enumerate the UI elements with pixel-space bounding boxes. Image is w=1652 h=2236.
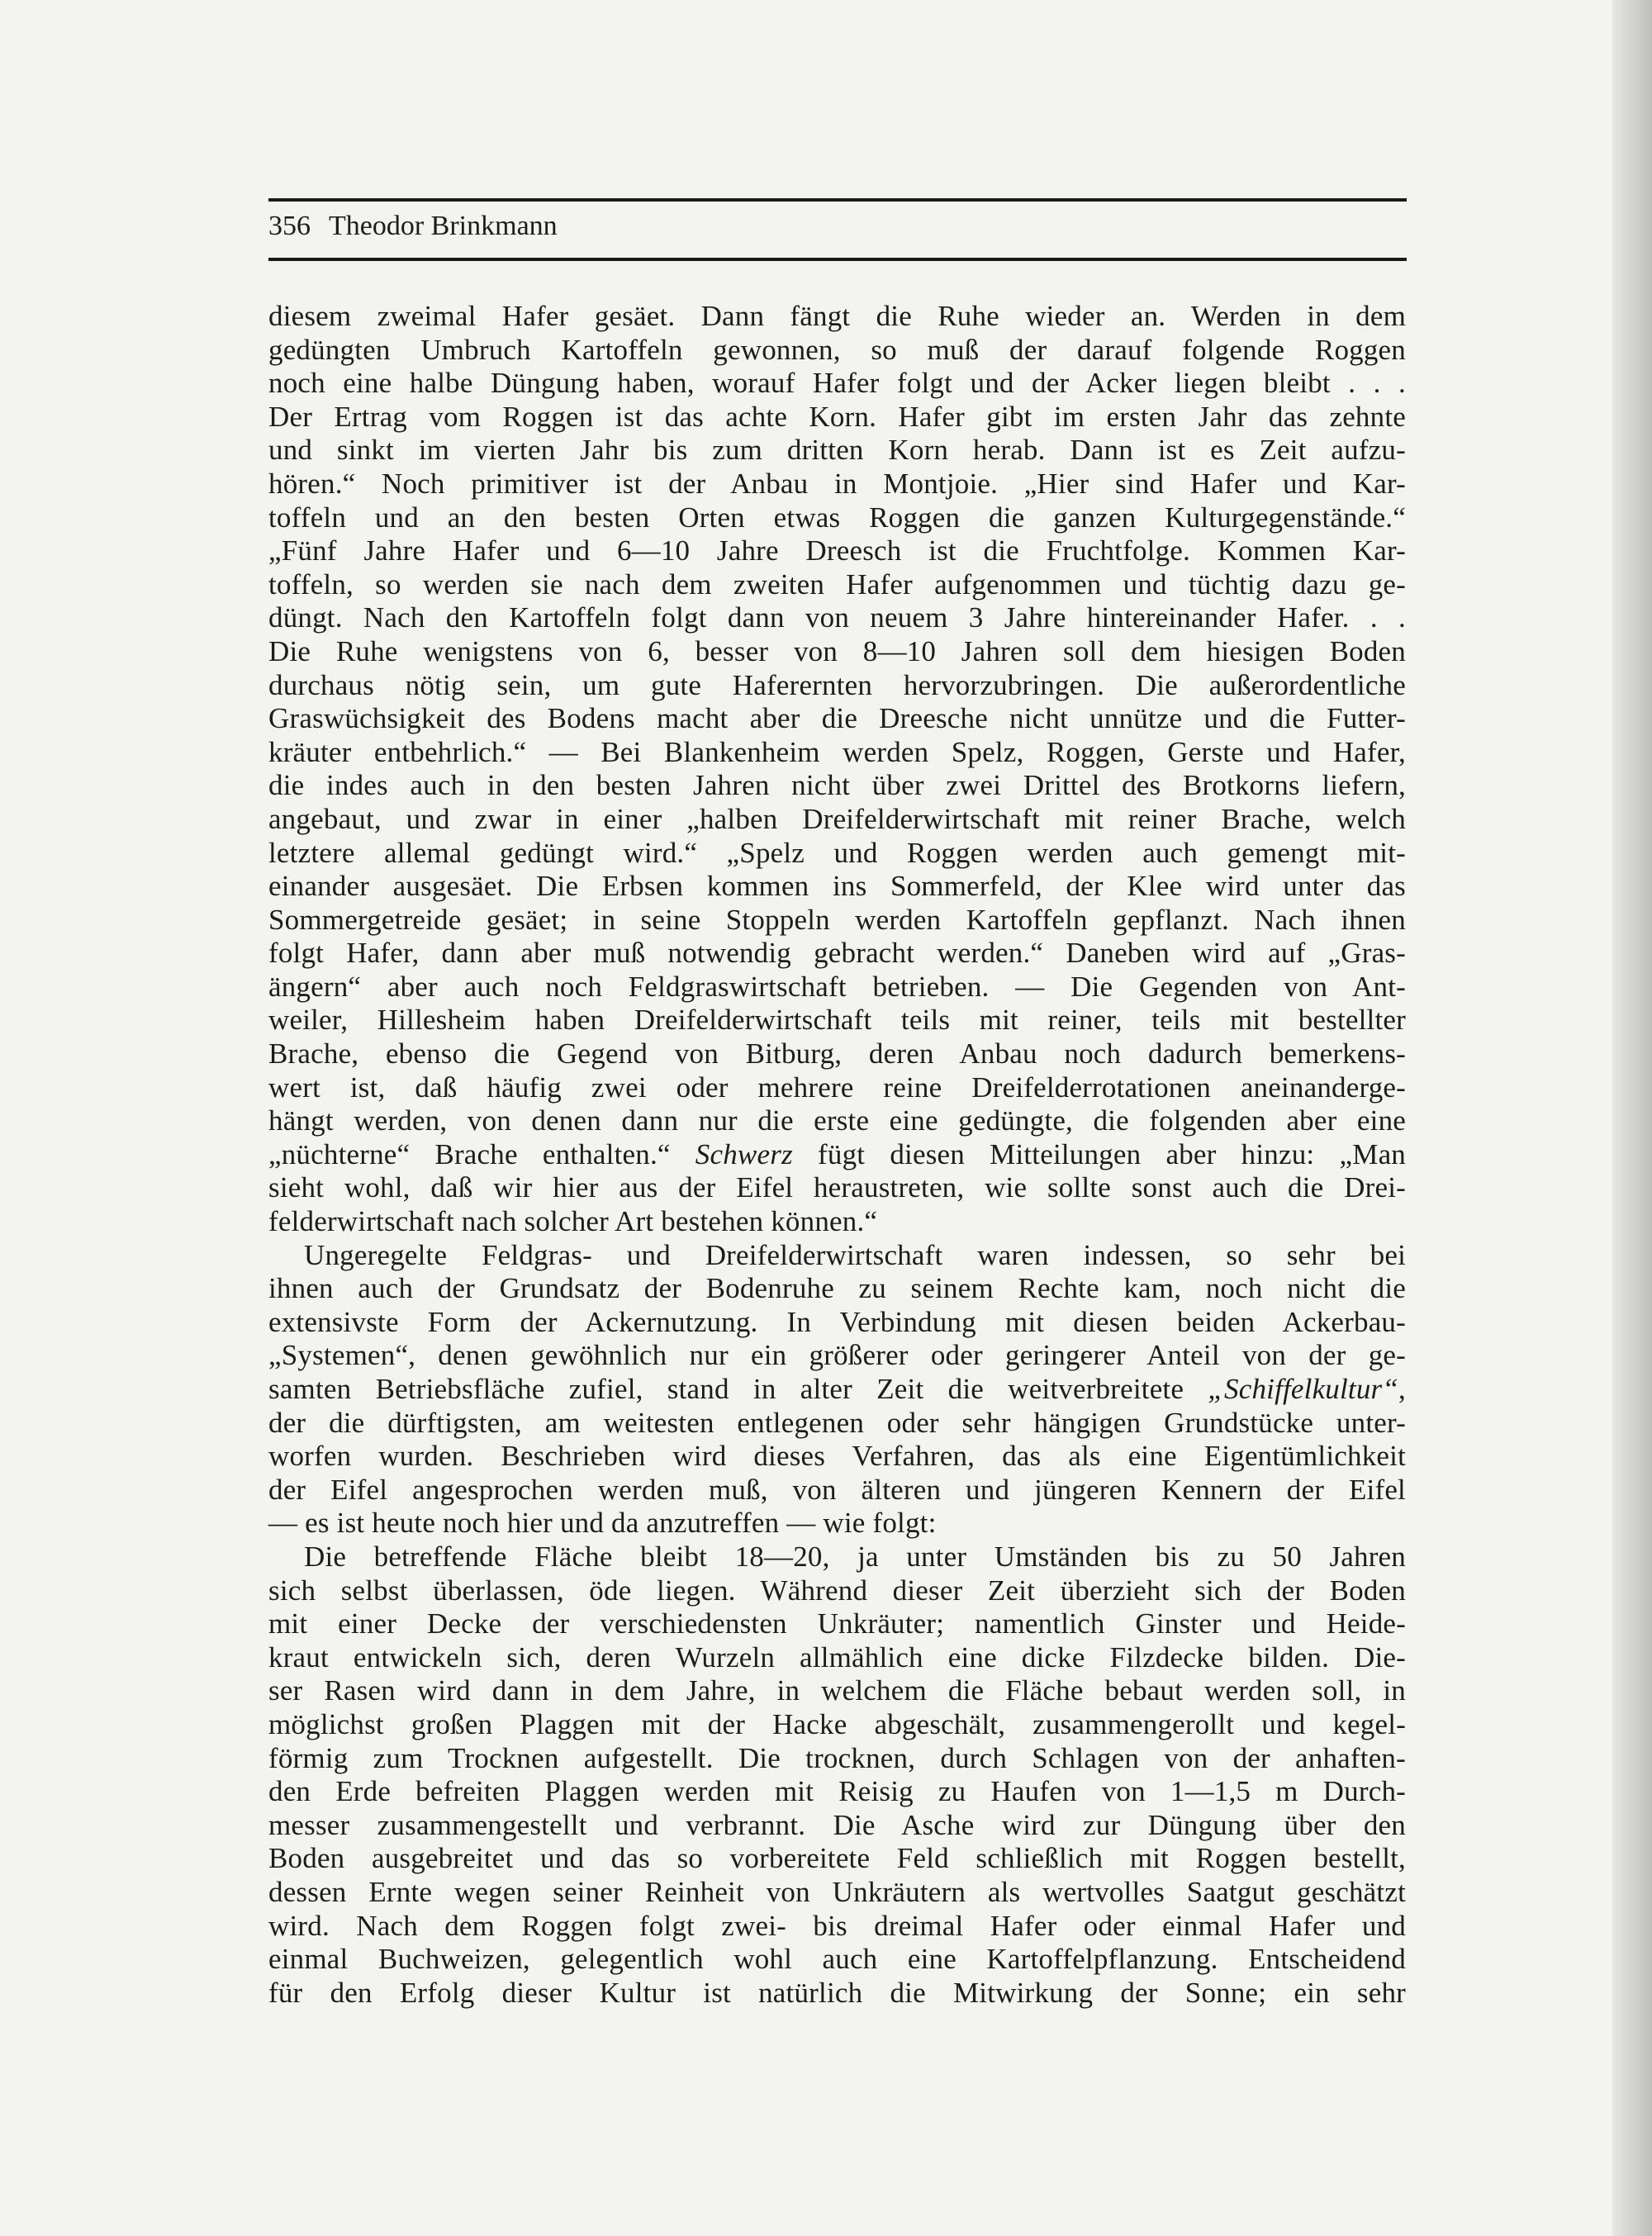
text-line xyxy=(268,803,1406,837)
text-line xyxy=(268,367,1406,401)
text-segment: und sinkt im vierten Jahr bis zum dritten Korn herab. Dann ist es Zeit aufzu- xyxy=(268,434,1406,467)
text-line xyxy=(268,300,1406,334)
text-segment: der die dürftigsten, am weitesten entlegenen oder sehr hängigen Grundstücke unter- xyxy=(268,1406,1406,1439)
text-line xyxy=(268,1641,1406,1675)
text-line xyxy=(268,568,1406,602)
text-segment: sich selbst überlassen, öde liegen. Während dieser Zeit überzieht sich der Boden xyxy=(268,1574,1406,1607)
running-header xyxy=(268,210,558,243)
text-line xyxy=(268,904,1406,938)
text-segment: „Fünf Jahre Hafer und 6—10 Jahre Dreesch ist die Fruchtfolge. Kommen Kar- xyxy=(268,534,1406,567)
text-line xyxy=(268,434,1406,468)
text-segment: letztere allemal gedüngt wird.“ „Spelz und Roggen werden auch gemengt mit- xyxy=(268,836,1406,869)
text-line xyxy=(268,1876,1406,1910)
text-segment: mit einer Decke der verschiedensten Unkräuter; namentlich Ginster und Heide- xyxy=(268,1607,1406,1640)
text-segment: Die betreffende Fläche bleibt 18—20, ja unter Umständen bis zu 50 Jahren xyxy=(304,1540,1406,1573)
text-line xyxy=(268,669,1406,703)
text-line xyxy=(268,1607,1406,1641)
text-segment: — es ist heute noch hier und da anzutreffen — wie folgt: xyxy=(268,1507,937,1540)
text-segment: durchaus nötig sein, um gute Haferernten hervorzubringen. Die außerordentliche xyxy=(268,668,1406,701)
text-line xyxy=(268,1205,1406,1239)
text-segment: extensivste Form der Ackernutzung. In Verbindung mit diesen beiden Ackerbau- xyxy=(268,1305,1406,1338)
text-line xyxy=(268,1943,1406,1977)
text-line xyxy=(268,1910,1406,1944)
text-line xyxy=(268,334,1406,368)
text-line xyxy=(268,1674,1406,1708)
text-line xyxy=(268,468,1406,501)
text-line xyxy=(268,1239,1406,1273)
text-segment: möglichst großen Plaggen mit der Hacke abgeschält, zusammengerollt und kegel- xyxy=(268,1707,1406,1740)
text-line xyxy=(268,1574,1406,1608)
text-segment: toffeln, so werden sie nach dem zweiten Hafer aufgenommen und tüchtig dazu ge- xyxy=(268,567,1406,601)
text-segment: angebaut, und zwar in einer „halben Dreifelderwirtschaft mit reiner Brache, welch xyxy=(268,802,1406,835)
text-line xyxy=(268,1541,1406,1574)
text-segment: gedüngten Umbruch Kartoffeln gewonnen, so muß der darauf folgende Roggen xyxy=(268,333,1406,366)
text-segment: Boden ausgebreitet und das so vorbereitete Feld schließlich mit Roggen bestellt, xyxy=(268,1842,1406,1875)
body-text xyxy=(268,300,1406,2010)
text-line xyxy=(268,971,1406,1004)
running-title: Theodor Brinkmann xyxy=(329,211,558,241)
text-line xyxy=(268,1272,1406,1306)
text-segment: Graswüchsigkeit des Bodens macht aber die Dreesche nicht unnütze und die Futter- xyxy=(268,702,1406,735)
text-segment: dessen Ernte wegen seiner Reinheit von Unkräutern als wertvolles Saatgut geschätzt xyxy=(268,1875,1406,1908)
text-line xyxy=(268,601,1406,635)
text-line xyxy=(268,937,1406,971)
text-segment: Brache, ebenso die Gegend von Bitburg, deren Anbau noch dadurch bemerkens- xyxy=(268,1037,1406,1071)
text-segment: Der Ertrag vom Roggen ist das achte Korn. Hafer gibt im ersten Jahr das zehnte xyxy=(268,400,1406,433)
text-segment: „Systemen“, denen gewöhnlich nur ein größerer oder geringerer Anteil von der ge- xyxy=(268,1339,1406,1372)
text-line xyxy=(268,1742,1406,1776)
text-line xyxy=(268,1809,1406,1843)
text-segment: ser Rasen wird dann in dem Jahre, in welchem die Fläche bebaut werden soll, in xyxy=(268,1674,1406,1707)
text-segment: noch eine halbe Düngung haben, worauf Hafer folgt und der Acker liegen bleibt . . . xyxy=(268,367,1406,400)
text-segment: messer zusammengestellt und verbrannt. Die Asche wird zur Düngung über den xyxy=(268,1808,1406,1841)
header-rule-top xyxy=(268,198,1407,202)
text-segment: ihnen auch der Grundsatz der Bodenruhe zu seinem Rechte kam, noch nicht die xyxy=(268,1272,1406,1305)
text-line xyxy=(268,870,1406,904)
text-segment: die indes auch in den besten Jahren nicht über zwei Drittel des Brotkorns liefern, xyxy=(268,769,1406,802)
text-line xyxy=(268,1071,1406,1105)
header-rule-bottom xyxy=(268,258,1407,261)
text-segment: Sommergetreide gesäet; in seine Stoppeln werden Kartoffeln gepflanzt. Nach ihnen xyxy=(268,903,1406,936)
text-line xyxy=(268,769,1406,803)
text-line xyxy=(268,1037,1406,1071)
text-segment: förmig zum Trocknen aufgestellt. Die trocknen, durch Schlagen von der anhaften- xyxy=(268,1741,1406,1774)
text-segment: düngt. Nach den Kartoffeln folgt dann von neuem 3 Jahre hintereinander Hafer. . . xyxy=(268,601,1406,634)
text-line xyxy=(268,1373,1406,1407)
text-segment: hängt werden, von denen dann nur die erste eine gedüngte, die folgenden aber eine xyxy=(268,1104,1406,1137)
text-line xyxy=(268,1138,1406,1172)
text-line xyxy=(268,1171,1406,1205)
text-line xyxy=(268,1407,1406,1441)
text-segment: für den Erfolg dieser Kultur ist natürlich die Mitwirkung der Sonne; ein sehr xyxy=(268,1976,1406,2009)
text-line xyxy=(268,1474,1406,1507)
text-line xyxy=(268,702,1406,736)
text-segment: Die Ruhe wenigstens von 6, besser von 8—10 Jahren soll dem hiesigen Boden xyxy=(268,634,1406,667)
text-line xyxy=(268,1306,1406,1340)
text-line xyxy=(268,635,1406,669)
text-segment: samten Betriebsfläche zufiel, stand in alter Zeit die weitverbreitete xyxy=(268,1373,1208,1405)
page-number: 356 xyxy=(268,211,311,241)
text-segment: toffeln und an den besten Orten etwas Roggen die ganzen Kulturgegenstände.“ xyxy=(268,501,1406,534)
text-segment: fügt diesen Mitteilungen aber hinzu: „Man xyxy=(792,1137,1407,1170)
text-segment: kräuter entbehrlich.“ — Bei Blankenheim werden Spelz, Roggen, Gerste und Hafer, xyxy=(268,735,1406,768)
text-segment: worfen wurden. Beschrieben wird dieses Verfahren, das als eine Eigentümlichkeit xyxy=(268,1440,1406,1473)
italic-text: Schwerz xyxy=(695,1137,793,1170)
text-segment: hören.“ Noch primitiver ist der Anbau in Montjoie. „Hier sind Hafer und Kar- xyxy=(268,467,1406,500)
text-segment: einander ausgesäet. Die Erbsen kommen ins Sommerfeld, der Klee wird unter das xyxy=(268,870,1406,903)
text-line xyxy=(268,1004,1406,1037)
page-edge-shadow xyxy=(1612,0,1652,2236)
text-line xyxy=(268,837,1406,871)
italic-text: „Schiffelkultur“ xyxy=(1208,1373,1399,1405)
text-line xyxy=(268,736,1406,770)
text-line xyxy=(268,1104,1406,1138)
text-segment: folgt Hafer, dann aber muß notwendig gebracht werden.“ Daneben wird auf „Gras- xyxy=(268,937,1406,970)
text-segment: wird. Nach dem Roggen folgt zwei- bis dreimal Hafer oder einmal Hafer und xyxy=(268,1909,1406,1942)
text-segment: kraut entwickeln sich, deren Wurzeln allmählich eine dicke Filzdecke bilden. Die- xyxy=(268,1640,1406,1673)
text-segment: Ungeregelte Feldgras- und Dreifelderwirtschaft waren indessen, so sehr bei xyxy=(304,1238,1406,1271)
text-segment: diesem zweimal Hafer gesäet. Dann fängt die Ruhe wieder an. Werden in dem xyxy=(268,300,1406,332)
text-line xyxy=(268,534,1406,568)
text-line xyxy=(268,1775,1406,1809)
text-line xyxy=(268,1708,1406,1742)
text-segment: „nüchterne“ Brache enthalten.“ xyxy=(268,1137,695,1170)
text-line xyxy=(268,1507,1406,1541)
text-segment: wert ist, daß häufig zwei oder mehrere reine Dreifelderrotationen aneinanderge- xyxy=(268,1071,1406,1104)
text-segment: felderwirtschaft nach solcher Art bestehen können.“ xyxy=(268,1205,878,1238)
text-segment: einmal Buchweizen, gelegentlich wohl auch eine Kartoffelpflanzung. Entscheidend xyxy=(268,1943,1406,1976)
text-line xyxy=(268,1339,1406,1373)
text-line xyxy=(268,501,1406,535)
text-segment: den Erde befreiten Plaggen werden mit Reisig zu Haufen von 1—1,5 m Durch- xyxy=(268,1775,1406,1808)
text-line xyxy=(268,1440,1406,1474)
text-segment: weiler, Hillesheim haben Dreifelderwirtschaft teils mit reiner, teils mit bestellter xyxy=(268,1004,1406,1037)
text-line xyxy=(268,1977,1406,2011)
text-segment: der Eifel angesprochen werden muß, von älteren und jüngeren Kennern der Eifel xyxy=(268,1473,1406,1506)
text-line xyxy=(268,401,1406,434)
text-segment: ängern“ aber auch noch Feldgraswirtschaft betrieben. — Die Gegenden von Ant- xyxy=(268,970,1406,1003)
text-segment: sieht wohl, daß wir hier aus der Eifel heraustreten, wie sollte sonst auch die Drei- xyxy=(268,1171,1406,1204)
text-segment: , xyxy=(1398,1373,1406,1405)
text-line xyxy=(268,1842,1406,1876)
